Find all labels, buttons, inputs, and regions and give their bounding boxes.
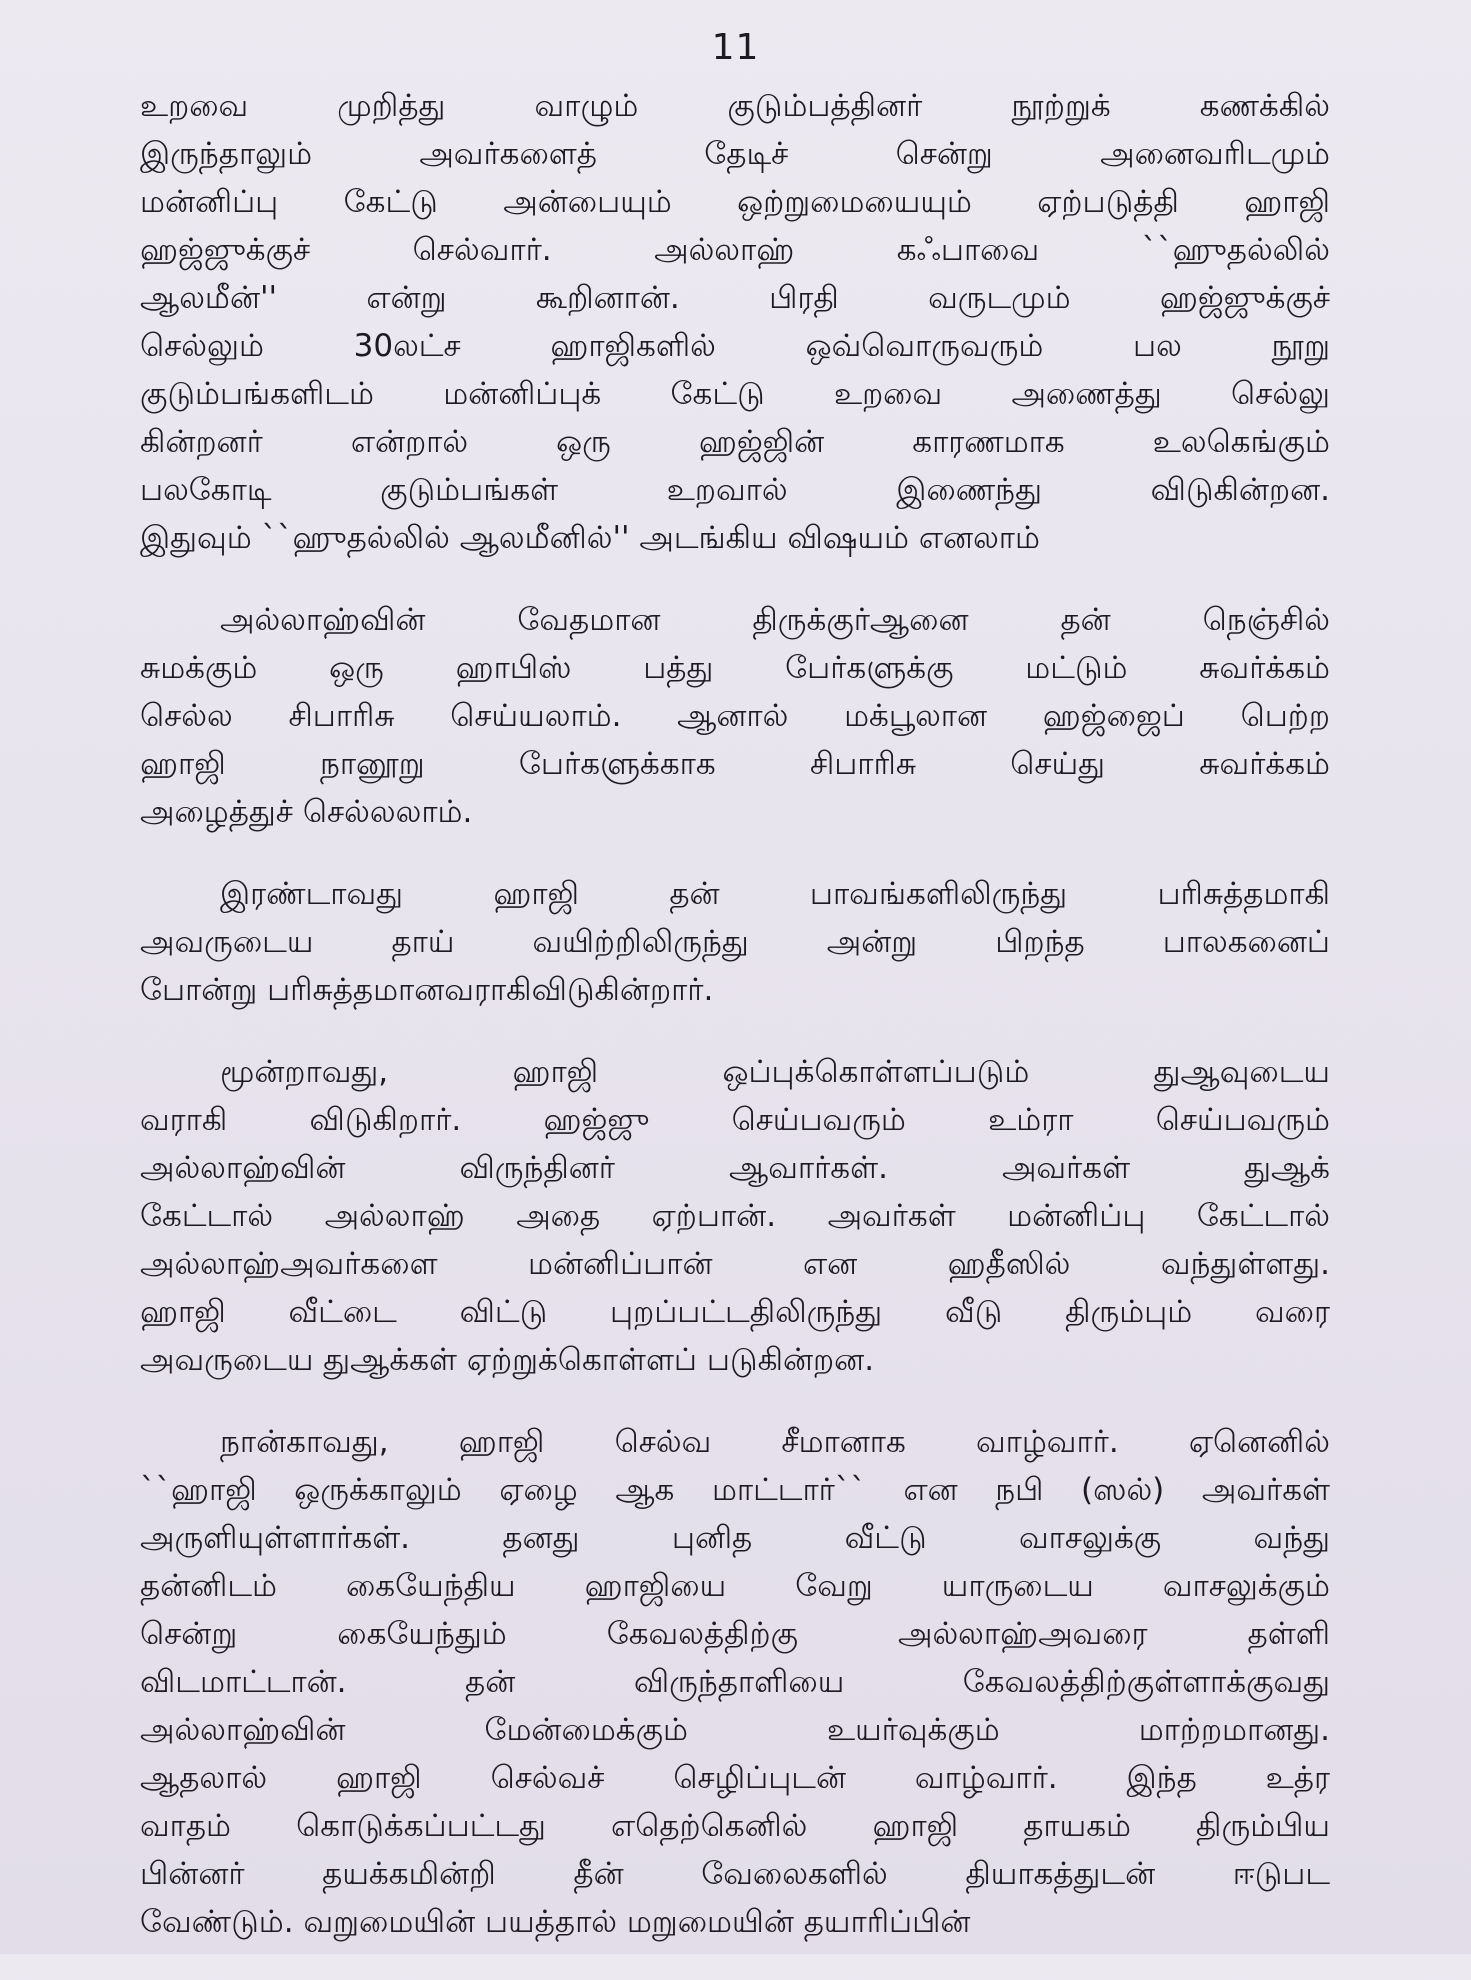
text-line: போன்று பரிசுத்தமானவராகிவிடுகின்றார். xyxy=(140,972,714,1008)
text-line: பின்னர் தயக்கமின்றி தீன் வேலைகளில் தியாகத்துடன் ஈடுபட xyxy=(140,1856,1330,1892)
text-line: செல்ல சிபாரிசு செய்யலாம். ஆனால் மக்பூலான ஹஜ்ஜைப் பெற்ற xyxy=(140,698,1330,734)
text-line: கின்றனர் என்றால் ஒரு ஹஜ்ஜின் காரணமாக உலகெங்கும் xyxy=(140,424,1330,460)
text-line: இதுவும் ``ஹுதல்லில் ஆலமீனில்'' அடங்கிய விஷயம் எனலாம் xyxy=(140,520,1040,556)
text-line: ஹஜ்ஜுக்குச் செல்வார். அல்லாஹ் கஃபாவை ``ஹுதல்லில் xyxy=(140,232,1330,268)
text-line: ஹாஜி நானூறு பேர்களுக்காக சிபாரிசு செய்து சுவர்க்கம் xyxy=(140,746,1330,782)
text-line: அழைத்துச் செல்லலாம். xyxy=(140,794,473,830)
text-line: அவருடைய தாய் வயிற்றிலிருந்து அன்று பிறந்த பாலகனைப் xyxy=(140,924,1330,960)
paragraph xyxy=(140,82,1330,562)
text-line: அருளியுள்ளார்கள். தனது புனித வீட்டு வாசலுக்கு வந்து xyxy=(140,1520,1330,1556)
paragraph xyxy=(140,1418,1330,1946)
text-line: உறவை முறித்து வாழும் குடும்பத்தினர் நூற்றுக் கணக்கில் xyxy=(140,88,1330,124)
text-line: குடும்பங்களிடம் மன்னிப்புக் கேட்டு உறவை அணைத்து செல்லு xyxy=(140,376,1330,412)
page-number: 11 xyxy=(711,27,760,68)
text-line: நான்காவது, ஹாஜி செல்வ சீமானாக வாழ்வார். ஏனெனில் xyxy=(220,1424,1330,1460)
text-line: சென்று கையேந்தும் கேவலத்திற்கு அல்லாஹ்அவரை தள்ளி xyxy=(140,1616,1330,1652)
text-line: ``ஹாஜி ஒருக்காலும் ஏழை ஆக மாட்டார்`` என நபி (ஸல்) அவர்கள் xyxy=(140,1472,1330,1508)
text-line: ஹாஜி வீட்டை விட்டு புறப்பட்டதிலிருந்து வீடு திரும்பும் வரை xyxy=(140,1294,1330,1330)
text-line: செல்லும் 30லட்ச ஹாஜிகளில் ஒவ்வொருவரும் பல நூறு xyxy=(140,328,1330,364)
text-line: அல்லாஹ்வின் வேதமான திருக்குர்ஆனை தன் நெஞ்சில் xyxy=(220,602,1330,638)
text-line: அவருடைய துஆக்கள் ஏற்றுக்கொள்ளப் படுகின்றன. xyxy=(140,1342,875,1378)
text-line: விடமாட்டான். தன் விருந்தாளியை கேவலத்திற்குள்ளாக்குவது xyxy=(140,1664,1330,1700)
text-line: ஆலமீன்'' என்று கூறினான். பிரதி வருடமும் ஹஜ்ஜுக்குச் xyxy=(140,280,1330,316)
paragraph xyxy=(140,1048,1330,1384)
text-line: தன்னிடம் கையேந்திய ஹாஜியை வேறு யாருடைய வாசலுக்கும் xyxy=(140,1568,1330,1604)
text-line: ஆதலால் ஹாஜி செல்வச் செழிப்புடன் வாழ்வார். இந்த உத்ர xyxy=(140,1760,1330,1796)
text-line: அல்லாஹ்வின் மேன்மைக்கும் உயர்வுக்கும் மாற்றமானது. xyxy=(140,1712,1330,1748)
text-line: அல்லாஹ்வின் விருந்தினர் ஆவார்கள். அவர்கள் துஆக் xyxy=(140,1150,1330,1186)
text-line: மூன்றாவது, ஹாஜி ஒப்புக்கொள்ளப்படும் துஆவுடைய xyxy=(220,1054,1330,1090)
text-line: இருந்தாலும் அவர்களைத் தேடிச் சென்று அனைவரிடமும் xyxy=(140,136,1330,172)
paragraph xyxy=(140,596,1330,836)
text-line: கேட்டால் அல்லாஹ் அதை ஏற்பான். அவர்கள் மன்னிப்பு கேட்டால் xyxy=(140,1198,1330,1234)
text-line: சுமக்கும் ஒரு ஹாபிஸ் பத்து பேர்களுக்கு மட்டும் சுவர்க்கம் xyxy=(140,650,1330,686)
text-line: மன்னிப்பு கேட்டு அன்பையும் ஒற்றுமையையும் ஏற்படுத்தி ஹாஜி xyxy=(140,184,1330,220)
text-line: அல்லாஹ்அவர்களை மன்னிப்பான் என ஹதீஸில் வந்துள்ளது. xyxy=(140,1246,1330,1282)
document-body xyxy=(140,82,1330,1980)
text-line: வேண்டும். வறுமையின் பயத்தால் மறுமையின் தயாரிப்பின் xyxy=(140,1904,971,1940)
text-line: பலகோடி குடும்பங்கள் உறவால் இணைந்து விடுகின்றன. xyxy=(140,472,1330,508)
text-line: இரண்டாவது ஹாஜி தன் பாவங்களிலிருந்து பரிசுத்தமாகி xyxy=(220,876,1330,912)
text-line: வராகி விடுகிறார். ஹஜ்ஜு செய்பவரும் உம்ரா செய்பவரும் xyxy=(140,1102,1330,1138)
text-line: வாதம் கொடுக்கப்பட்டது எதெற்கெனில் ஹாஜி தாயகம் திரும்பிய xyxy=(140,1808,1330,1844)
paragraph xyxy=(140,870,1330,1014)
